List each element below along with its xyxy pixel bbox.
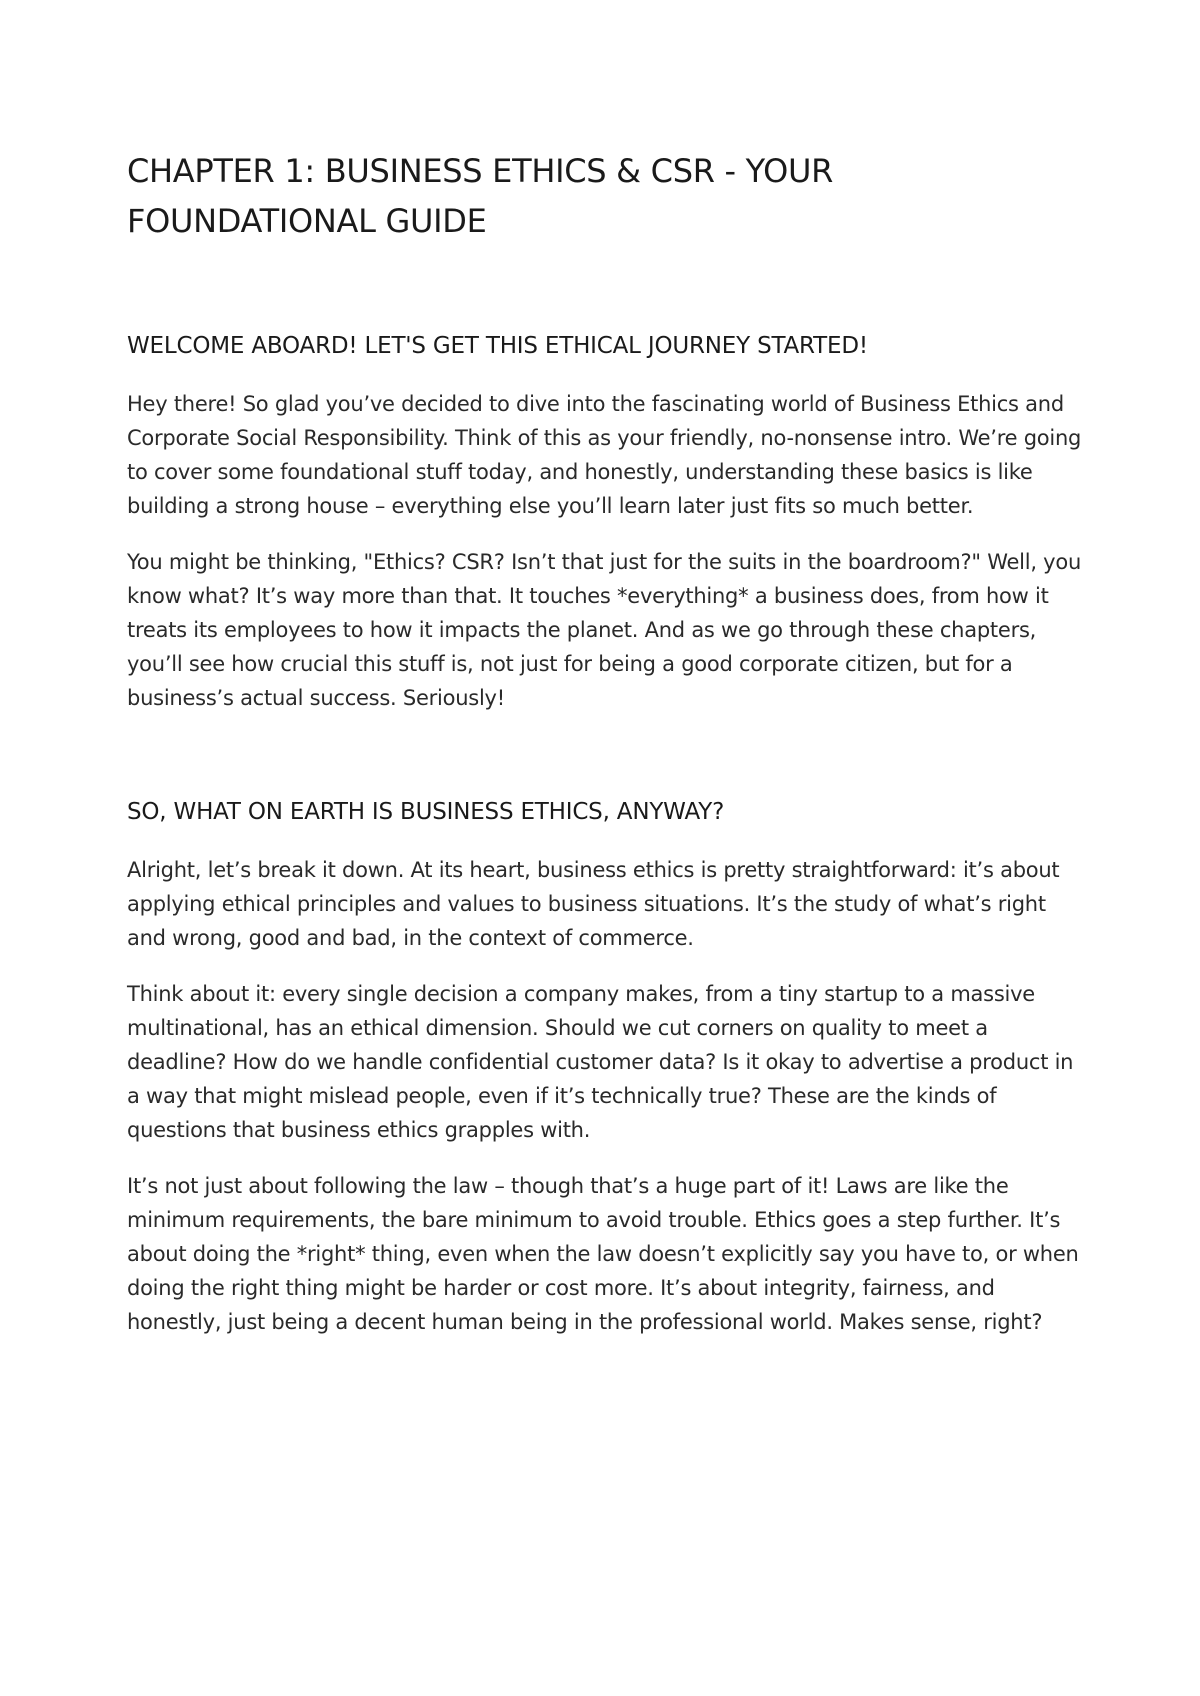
paragraph-ethics-1: Alright, let’s break it down. At its heart, business ethics is pretty straightforward: it’s about applying ethical principles and values to business situations. It’s the study of what’s right and wrong, good and bad, in the context of commerce. [127,858,1060,950]
document-page [127,146,1087,1339]
chapter-title: CHAPTER 1: BUSINESS ETHICS & CSR - YOUR FOUNDATIONAL GUIDE [127,152,834,240]
paragraph-welcome-2: You might be thinking, "Ethics? CSR? Isn’t that just for the suits in the boardroom?" Well, you know what? It’s way more than that. It touches *everything* a business does, from how it treats its employees to how it impacts the planet. And as we go through these chapters, you’ll see how crucial this stuff is, not just for being a good corporate citizen, but for a business’s actual success. Seriously! [127,550,1082,710]
paragraph-welcome-1: Hey there! So glad you’ve decided to dive into the fascinating world of Business Ethics and Corporate Social Responsibility. Think of this as your friendly, no-nonsense intro. We’re going to cover some foundational stuff today, and honestly, understanding these basics is like building a strong house – everything else you’ll learn later just fits so much better. [127,392,1082,518]
paragraph-ethics-2: Think about it: every single decision a company makes, from a tiny startup to a massive multinational, has an ethical dimension. Should we cut corners on quality to meet a deadline? How do we handle confidential customer data? Is it okay to advertise a product in a way that might mislead people, even if it’s technically true? These are the kinds of questions that business ethics grapples with. [127,982,1074,1142]
paragraph-ethics-3: It’s not just about following the law – though that’s a huge part of it! Laws are like the minimum requirements, the bare minimum to avoid trouble. Ethics goes a step further. It’s about doing the *right* thing, even when the law doesn’t explicitly say you have to, or when doing the right thing might be harder or cost more. It’s about integrity, fairness, and honestly, just being a decent human being in the professional world. Makes sense, right? [127,1174,1079,1334]
section-heading-welcome: WELCOME ABOARD! LET'S GET THIS ETHICAL JOURNEY STARTED! [127,333,868,359]
section-heading-business-ethics: SO, WHAT ON EARTH IS BUSINESS ETHICS, ANYWAY? [127,799,725,825]
